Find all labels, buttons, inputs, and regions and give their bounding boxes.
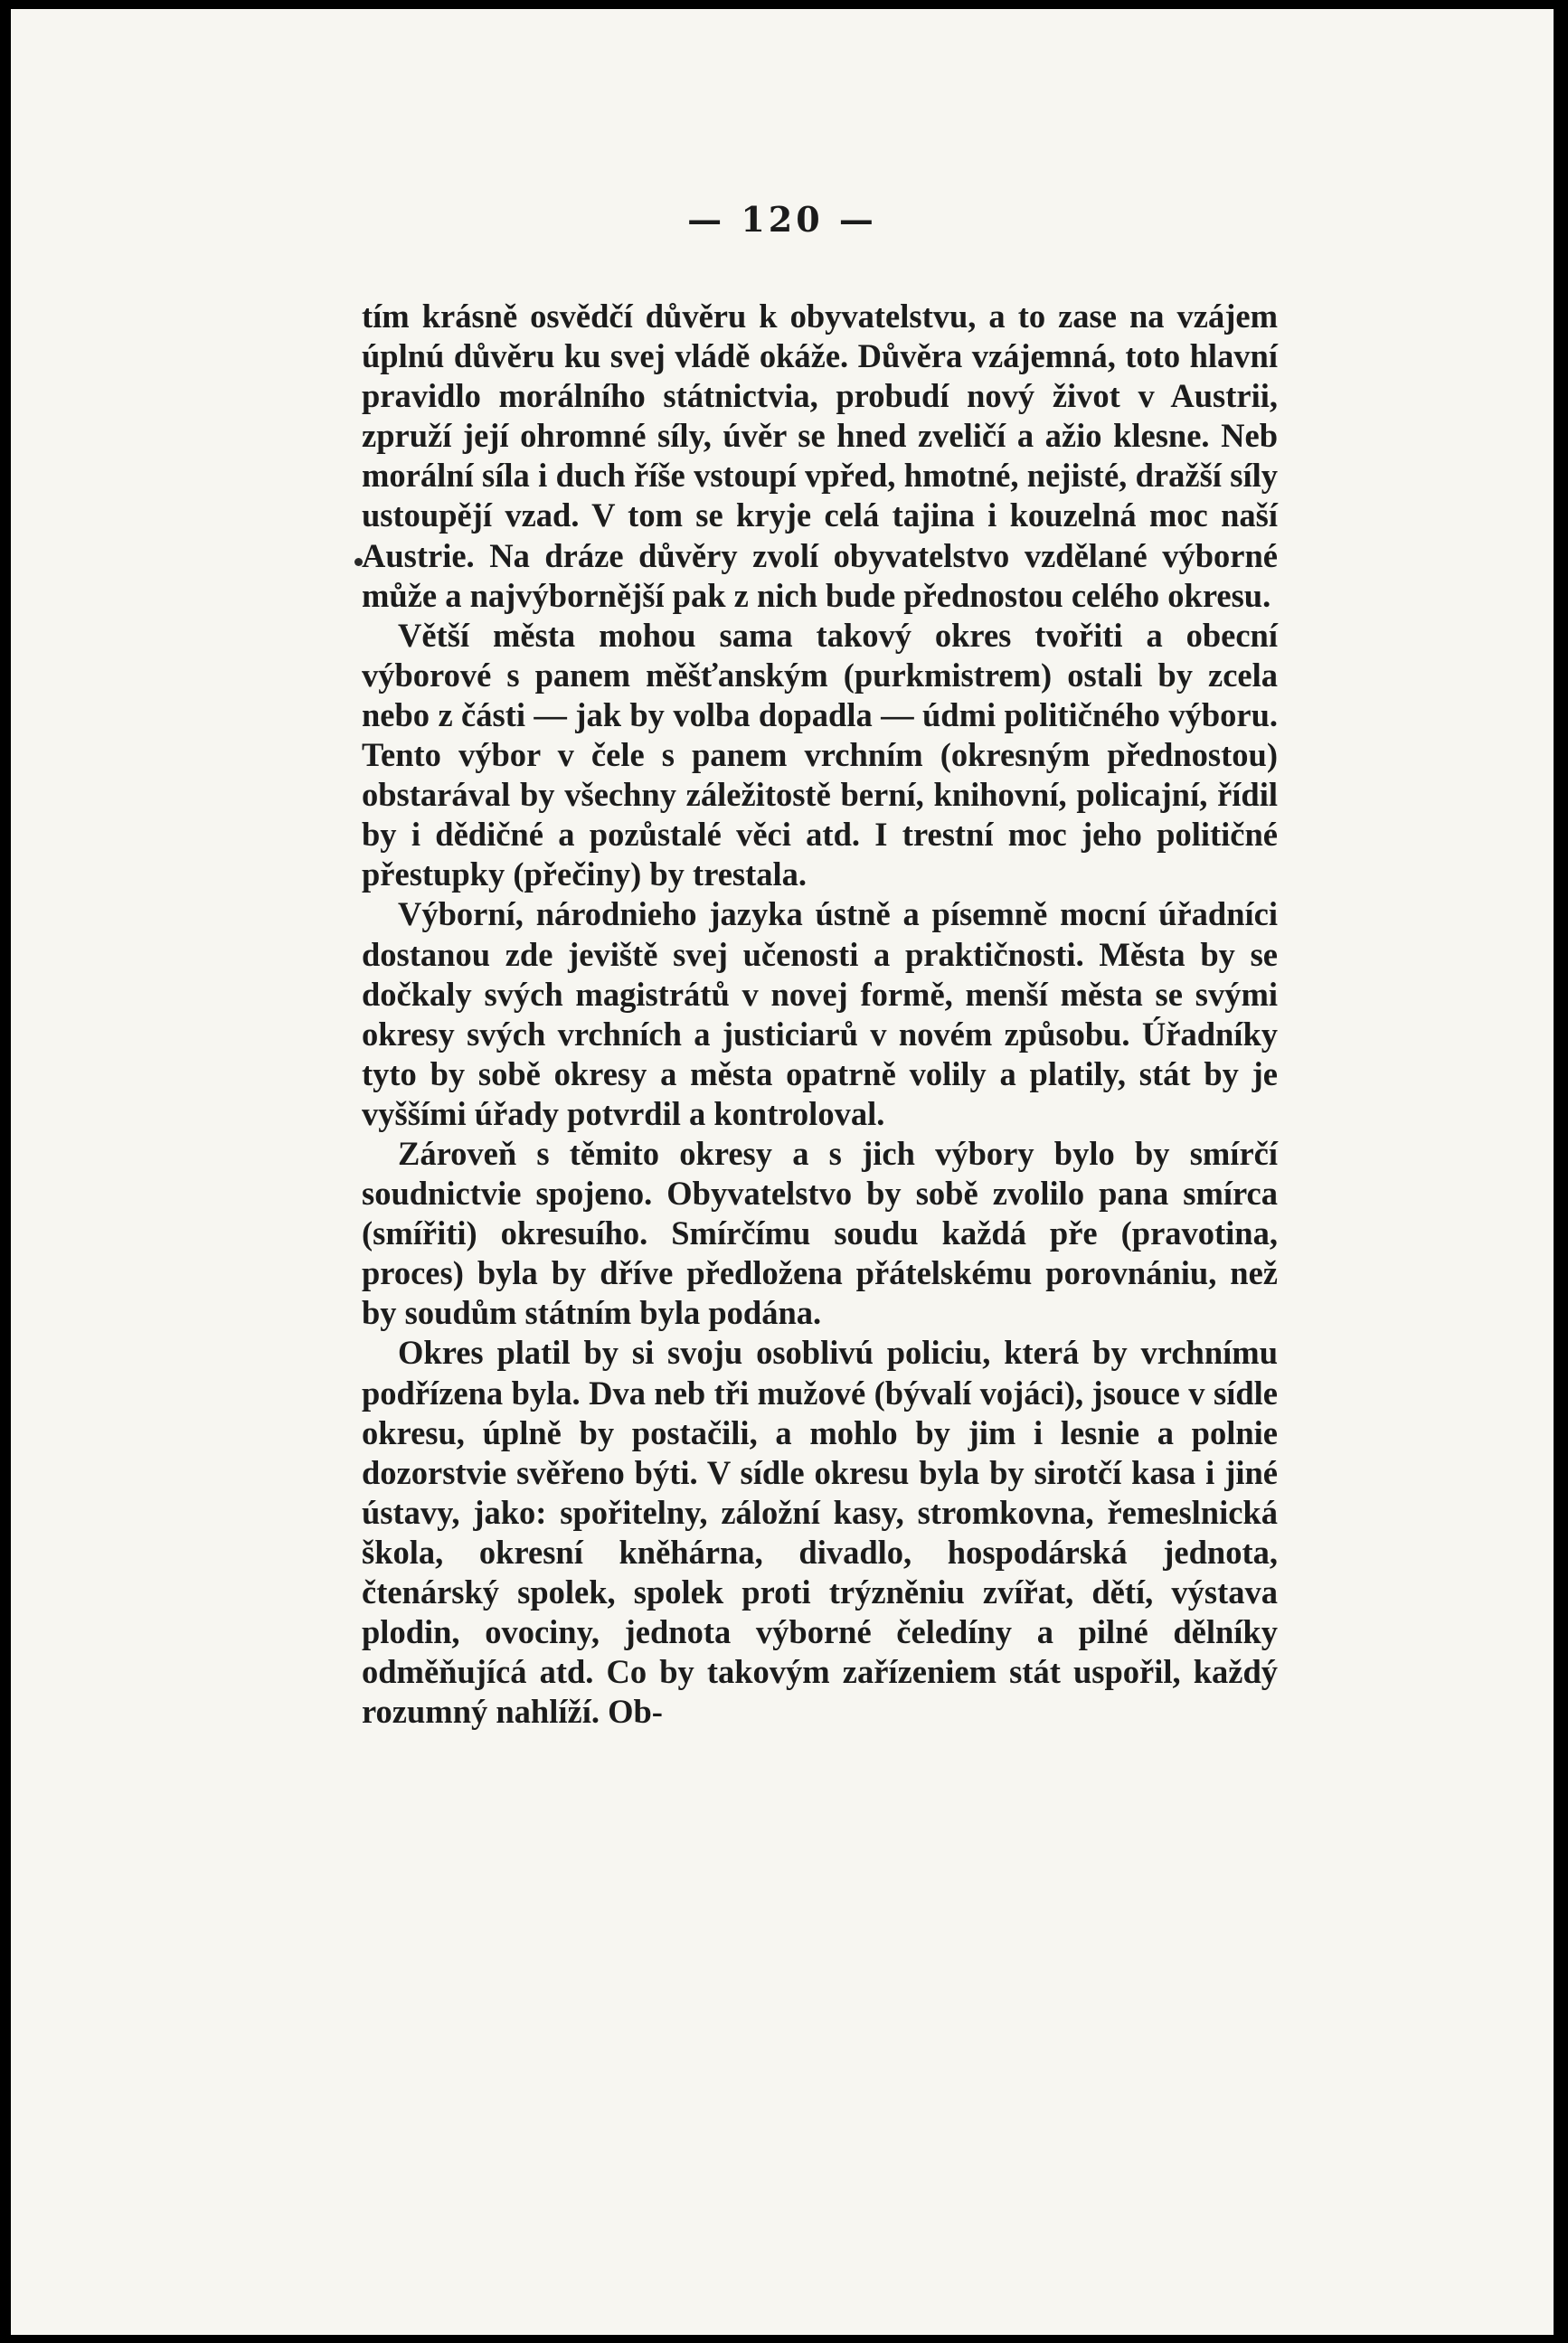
- page-number: — 120 —: [687, 199, 877, 240]
- paragraph-2: Větší města mohou sama takový okres tvořiti a obecní výborové s panem měšťanským (purkmistrem) ostali by zcela nebo z části — jak by volba dopadla — údmi političného výboru. Tento výbor v čele s panem vrchním (okresným přednostou) obstarával by všechny záležitostě berní, knihovní, policajní, řídil by i dědičné a pozůstalé věci atd. I trestní moc jeho političné přestupky (přečiny) by trestala.: [362, 616, 1278, 893]
- body-text: [362, 297, 1278, 1732]
- paragraph-4: Zároveň s těmito okresy a s jich výbory bylo by smírčí soudnictvie spojeno. Obyvatelstvo by sobě zvolilo pana smírca (smířiti) okresuího. Smírčímu soudu každá pře (pravotina, proces) byla by dříve předložena přátelskému porovnániu, než by soudům státním byla podána.: [362, 1134, 1278, 1332]
- paragraph-3: Výborní, národnieho jazyka ústně a písemně mocní úřadníci dostanou zde jeviště svej učenosti a praktičnosti. Města by se dočkaly svých magistrátů v novej formě, menší města se svými okresy svých vrchních a justiciarů v novém způsobu. Úřadníky tyto by sobě okresy a města opatrně volily a platily, stát by je vyššími úřady potvrdil a kontroloval.: [362, 895, 1278, 1132]
- paragraph-1: tím krásně osvědčí důvěru k obyvatelstvu, a to zase na vzájem úplnú důvěru ku svej vládě okáže. Důvěra vzájemná, toto hlavní pravidlo morálního státnictvia, probudí nový život v Austrii, zpruží její ohromné síly, úvěr se hned zveličí a ažio klesne. Neb morální síla i duch říše vstoupí vpřed, hmotné, nejisté, dražší síly ustoupějí vzad. V tom se kryje celá tajina i kouzelná moc naší Austrie. Na dráze důvěry zvolí obyvatelstvo vzdělané výborné může a najvýbornější pak z nich bude přednostou celého okresu.: [362, 298, 1278, 614]
- paragraph-5: Okres platil by si svoju osoblivú policiu, která by vrchnímu podřízena byla. Dva neb tři mužové (bývalí vojáci), jsouce v sídle okresu, úplně by postačili, a mohlo by jim i lesnie a polnie dozorstvie svěřeno býti. V sídle okresu byla by sirotčí kasa i jiné ústavy, jako: spořitelny, záložní kasy, stromkovna, řemeslnická škola, okresní kněhárna, divadlo, hospodárská jednota, čtenárský spolek, spolek proti trýzněniu zvířat, dětí, výstava plodin, ovociny, jednota výborné čeledíny a pilné dělníky odměňujícá atd. Co by takovým zařízeniem stát uspořil, každý rozumný nahlíží. Ob-: [362, 1334, 1278, 1731]
- book-page: [11, 9, 1554, 2335]
